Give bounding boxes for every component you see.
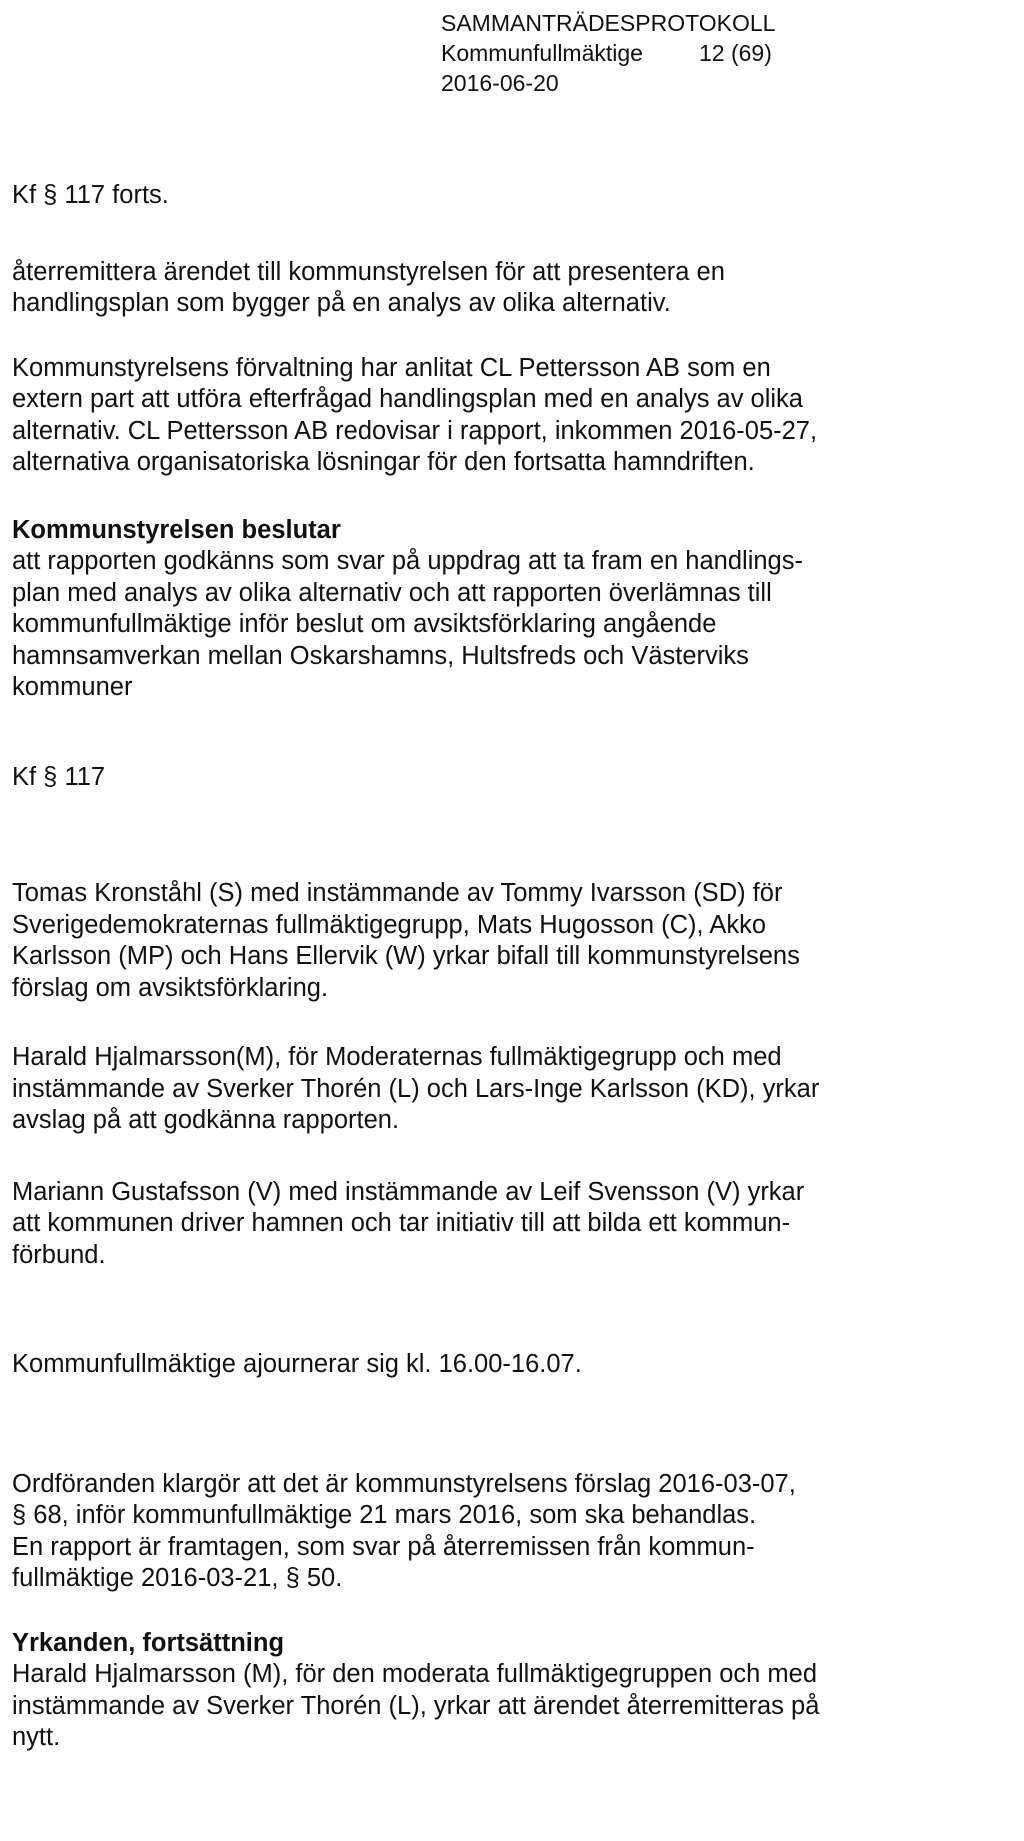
text-line: extern part att utföra efterfrågad handlingsplan med en analys av olika	[12, 385, 803, 413]
header-body-row	[441, 38, 775, 68]
text-line: förslag om avsiktsförklaring.	[12, 973, 329, 1002]
heading-ks-decision: Kommunstyrelsen beslutar	[12, 515, 341, 544]
paragraph-ks-decision	[12, 546, 1020, 704]
text-line: att kommunen driver hamnen och tar initiativ till att bilda ett kommun-	[12, 1209, 791, 1237]
text-line: Harald Hjalmarsson (M), för den moderata fullmäktigegruppen och med	[12, 1660, 818, 1688]
text-line: alternativ. CL Pettersson AB redovisar i rapport, inkommen 2016-05-27,	[12, 416, 818, 445]
paragraph-motion-approve	[12, 878, 1020, 1004]
text-line: En rapport är framtagen, som svar på återremissen från kommun-	[12, 1532, 755, 1561]
text-line: att rapporten godkänns som svar på uppdrag att ta fram en handlings-	[12, 547, 803, 575]
text-line: Tomas Kronståhl (S) med instämmande av Tommy Ivarsson (SD) för	[12, 879, 783, 907]
text-line: handlingsplan som bygger på en analys av olika alternativ.	[12, 289, 671, 317]
text-line: kommunfullmäktige inför beslut om avsiktsförklaring angående	[12, 610, 717, 638]
page-number: 12 (69)	[699, 40, 772, 66]
text-line: Ordföranden klargör att det är kommunstyrelsens förslag 2016-03-07,	[12, 1469, 796, 1498]
text-line: alternativa organisatoriska lösningar för den fortsatta hamndriften.	[12, 448, 755, 476]
text-line: avslag på att godkänna rapporten.	[12, 1106, 400, 1134]
paragraph-motion-reject	[12, 1042, 1020, 1137]
meeting-date: 2016-06-20	[441, 70, 559, 96]
assembly-name: Kommunfullmäktige	[441, 40, 643, 66]
text-line: Mariann Gustafsson (V) med instämmande av Leif Svensson (V) yrkar	[12, 1177, 805, 1206]
section-ref-continued: Kf § 117 forts.	[12, 181, 169, 209]
document-title: SAMMANTRÄDESPROTOKOLL	[441, 10, 776, 36]
paragraph-motion-federation	[12, 1177, 1020, 1272]
text-line: kommuner	[12, 673, 133, 701]
text-line: förbund.	[12, 1240, 106, 1269]
text-line: instämmande av Sverker Thorén (L) och Lars-Inge Karlsson (KD), yrkar	[12, 1074, 820, 1103]
text-line: återremittera ärendet till kommunstyrelsen för att presentera en	[12, 257, 725, 286]
paragraph-motion-rereferral	[12, 1659, 1020, 1754]
text-line: Harald Hjalmarsson(M), för Moderaternas fullmäktigegrupp och med	[12, 1043, 782, 1071]
text-line: instämmande av Sverker Thorén (L), yrkar att ärendet återremitteras på	[12, 1691, 820, 1720]
paragraph-chair-clarification	[12, 1469, 1020, 1595]
text-line: § 68, inför kommunfullmäktige 21 mars 2016, som ska behandlas.	[12, 1501, 757, 1529]
page-header	[441, 8, 775, 98]
text-line: fullmäktige 2016-03-21, § 50.	[12, 1564, 343, 1592]
paragraph-referral	[12, 257, 1020, 320]
document-body	[12, 180, 1020, 1754]
text-line: Kommunstyrelsens förvaltning har anlitat CL Pettersson AB som en	[12, 353, 771, 382]
section-ref-kf: Kf § 117	[12, 762, 106, 791]
text-line: Karlsson (MP) och Hans Ellervik (W) yrkar bifall till kommunstyrelsens	[12, 942, 800, 970]
heading-motions-continued: Yrkanden, fortsättning	[12, 1628, 285, 1657]
paragraph-consultant	[12, 353, 1020, 479]
text-line: Sverigedemokraternas fullmäktigegrupp, Mats Hugosson (C), Akko	[12, 910, 767, 939]
text-line: plan med analys av olika alternativ och att rapporten överlämnas till	[12, 578, 772, 607]
text-line: nytt.	[12, 1723, 61, 1751]
paragraph-adjournment: Kommunfullmäktige ajournerar sig kl. 16.00-16.07.	[12, 1350, 582, 1378]
text-line: hamnsamverkan mellan Oskarshamns, Hultsfreds och Västerviks	[12, 641, 749, 670]
